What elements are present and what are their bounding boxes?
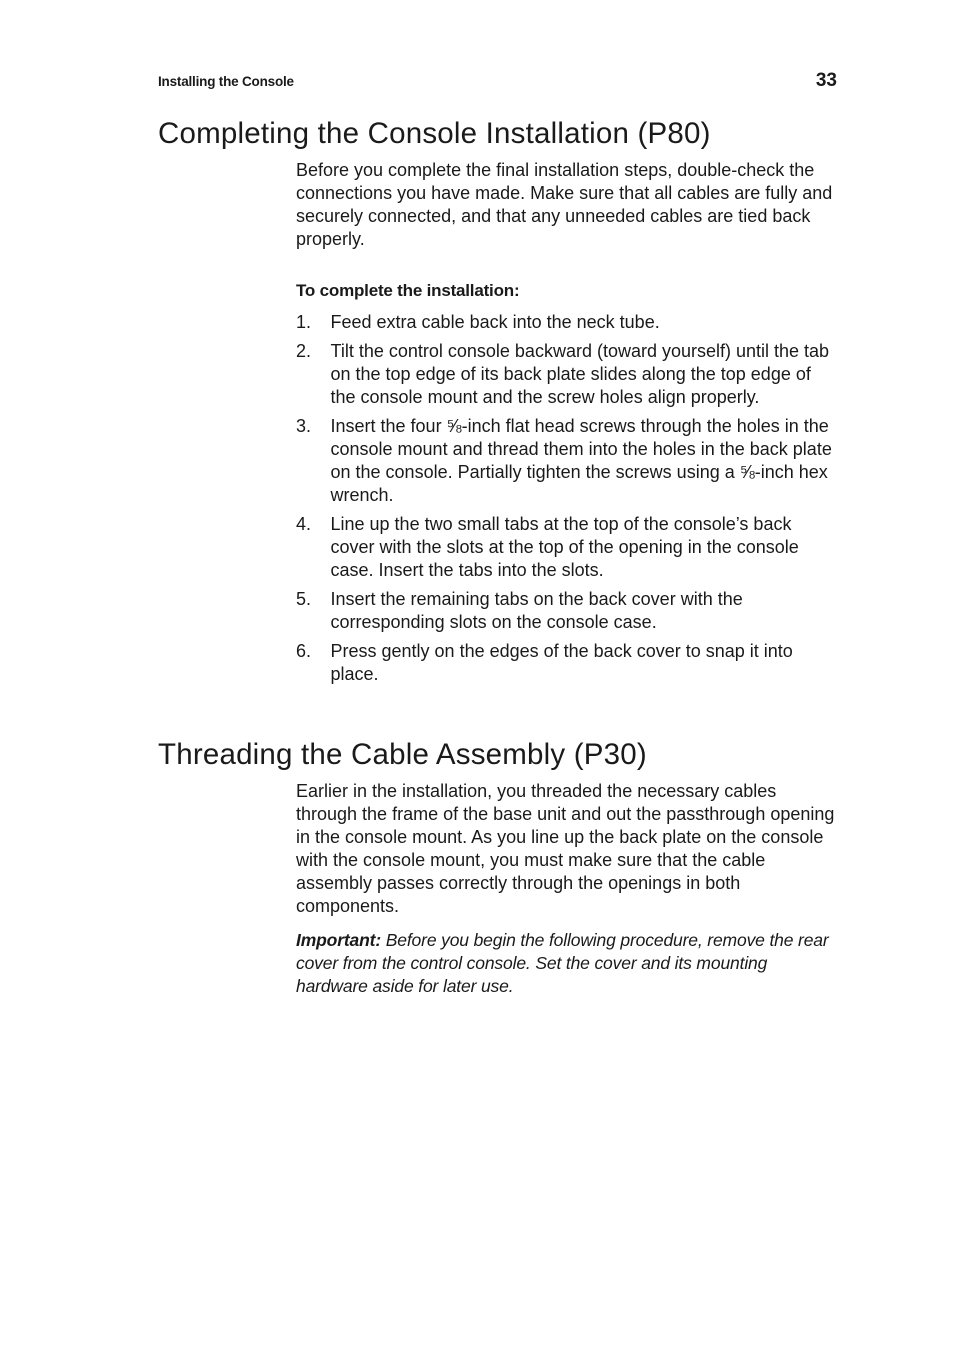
important-label: Important: bbox=[296, 930, 382, 950]
procedure-heading: To complete the installation: bbox=[296, 281, 520, 300]
step-text: Line up the two small tabs at the top of the console’s back cover with the slots at the top of the opening in the console case. Insert the tabs into the slots. bbox=[330, 514, 799, 580]
section-title-completing: Completing the Console Installation (P80) bbox=[158, 117, 711, 150]
list-item bbox=[296, 415, 838, 507]
step-number: 2. bbox=[296, 341, 312, 361]
procedure-steps bbox=[296, 311, 838, 692]
step-text: Insert the remaining tabs on the back cover with the corresponding slots on the console case. bbox=[330, 589, 743, 632]
step-text: Feed extra cable back into the neck tube. bbox=[330, 312, 660, 332]
step-text: Press gently on the edges of the back cover to snap it into place. bbox=[330, 641, 793, 684]
step-number: 5. bbox=[296, 589, 312, 609]
step-text: Tilt the control console backward (toward yourself) until the tab on the top edge of its back plate slides along the top edge of the console mount and the screw holes align properly. bbox=[330, 341, 830, 407]
step-number: 1. bbox=[296, 312, 312, 332]
running-head: Installing the Console bbox=[158, 74, 294, 89]
list-item bbox=[296, 311, 838, 334]
page-number: 33 bbox=[815, 70, 837, 91]
list-item bbox=[296, 588, 838, 634]
step-text: Insert the four ⅝-inch flat head screws through the holes in the console mount and thread them into the holes in the back plate on the console. Partially tighten the screws using a ⅝-inch hex wrench. bbox=[330, 416, 832, 505]
step-number: 4. bbox=[296, 514, 312, 534]
step-number: 6. bbox=[296, 641, 312, 661]
step-number: 3. bbox=[296, 416, 312, 436]
section-intro-threading: Earlier in the installation, you threaded the necessary cables through the frame of the base unit and out the passthrough opening in the console mount. As you line up the back plate on the console with the console mount, you must make sure that the cable assembly passes correctly through the openings in both components. bbox=[296, 781, 835, 916]
section-title-threading: Threading the Cable Assembly (P30) bbox=[158, 738, 647, 771]
list-item bbox=[296, 640, 838, 686]
list-item bbox=[296, 340, 838, 409]
important-text: Before you begin the following procedure, remove the rear cover from the control console. Set the cover and its mounting hardware aside for later use. bbox=[296, 930, 829, 996]
list-item bbox=[296, 513, 838, 582]
section-intro-completing: Before you complete the final installation steps, double-check the connections you have made. Make sure that all cables are fully and securely connected, and that any unneeded cables are tied back properly. bbox=[296, 160, 833, 249]
important-note bbox=[296, 929, 841, 998]
